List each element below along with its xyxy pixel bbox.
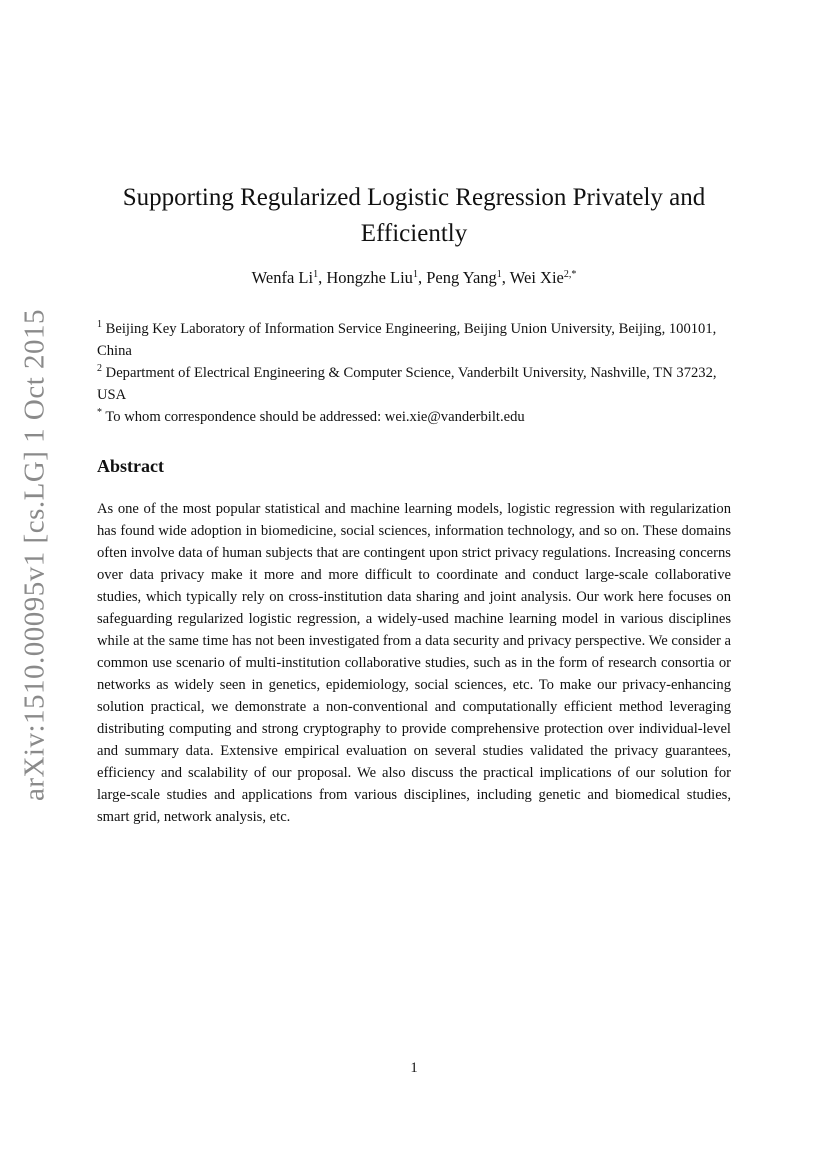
author: [252, 268, 318, 287]
affiliations: [97, 318, 737, 428]
author-name: Wenfa Li: [251, 268, 314, 287]
affiliation-mark: 1: [97, 319, 102, 330]
affiliation-mark: 2: [97, 363, 102, 374]
affiliation-mark: *: [97, 407, 102, 418]
affiliation-text: Department of Electrical Engineering & Computer Science, Vanderbilt University, Nashville, TN 37232, USA: [97, 365, 717, 403]
abstract-heading: Abstract: [97, 456, 164, 476]
affiliation-text: Beijing Key Laboratory of Information Service Engineering, Beijing Union University, Beijing, 100101, China: [97, 321, 717, 359]
affiliation-item: [97, 362, 737, 406]
author: [426, 268, 502, 287]
affiliation-item: [97, 406, 737, 428]
author-affiliation-mark: 1: [313, 269, 319, 280]
author-affiliation-mark: 1: [496, 269, 502, 280]
affiliation-text: To whom correspondence should be addressed: wei.xie@vanderbilt.edu: [102, 409, 525, 425]
abstract-text: As one of the most popular statistical and machine learning models, logistic regression with regularization has found wide adoption in biomedicine, social sciences, information technology, and so on. These domains often involve data of human subjects that are contingent upon strict privacy regulations. Increasing concerns over data privacy make it more and more difficult to coordinate and conduct large-scale collaborative studies, which typically rely on cross-institution data sharing and joint analysis. Our work here focuses on safeguarding regularized logistic regression, a widely-used machine learning model in various disciplines while at the same time has not been investigated from a data security and privacy perspective. We consider a common use scenario of multi-institution collaborative studies, such as in the form of research consortia or networks as widely seen in genetics, epidemiology, social sciences, etc. To make our privacy-enhancing solution practical, we demonstrate a non-conventional and computationally efficient method leveraging distributing computing and strong cryptography to provide comprehensive protection over individual-level and summary data. Extensive empirical evaluation on several studies validated the privacy guarantees, efficiency and scalability of our proposal. We also discuss the practical implications of our solution for large-scale studies and applications from various disciplines, including genetic and biomedical studies, smart grid, network analysis, etc.: [97, 501, 731, 825]
author-affiliation-mark: 1: [412, 269, 418, 280]
author-name: Wei Xie: [509, 268, 564, 287]
page-number: 1: [410, 1060, 418, 1076]
author-name: Peng Yang: [426, 268, 497, 287]
paper-title: Supporting Regularized Logistic Regression Privately and Efficiently: [122, 184, 706, 247]
author-name: Hongzhe Liu: [326, 268, 413, 287]
author: [326, 268, 418, 287]
author-affiliation-mark: 2,*: [563, 269, 577, 280]
affiliation-item: [97, 318, 737, 362]
arxiv-identifier-stamp: arXiv:1510.00095v1 [cs.LG] 1 Oct 2015: [18, 308, 51, 802]
author-list: Wenfa Li$^1$, Hongzhe Liu$^1$, Peng Yang$^1$, Wei Xie$^{2,*}$: [251, 268, 577, 287]
author: [510, 268, 577, 287]
